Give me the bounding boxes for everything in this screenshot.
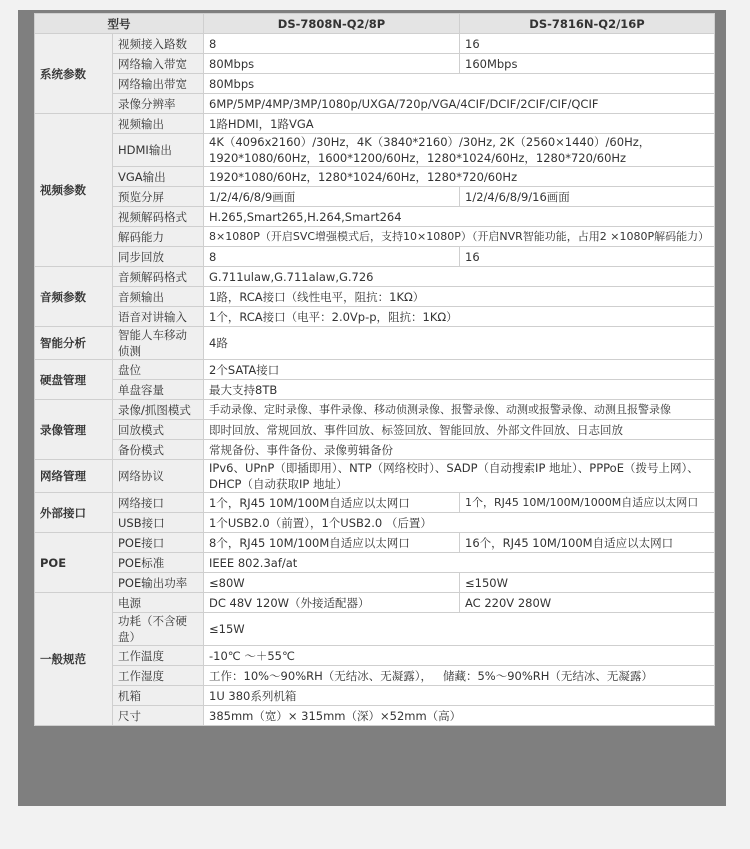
category-disk: 硬盘管理 [35, 360, 113, 400]
table-row [35, 94, 715, 114]
category-general: 一般规范 [35, 593, 113, 726]
value-shared: 8×1080P（开启SVC增强模式后，支持10×1080P）（开启NVR智能功能，占用2 ×1080P解码能力） [204, 227, 715, 247]
value-shared: IEEE 802.3af/at [204, 553, 715, 573]
param-label: 盘位 [113, 360, 204, 380]
table-row [35, 227, 715, 247]
value-shared: G.711ulaw,G.711alaw,G.726 [204, 267, 715, 287]
param-label: 录像分辨率 [113, 94, 204, 114]
param-label: 录像/抓图模式 [113, 400, 204, 420]
category-video: 视频参数 [35, 114, 113, 267]
table-row [35, 573, 715, 593]
param-label: 工作湿度 [113, 666, 204, 686]
param-label: 回放模式 [113, 420, 204, 440]
category-network: 网络管理 [35, 460, 113, 493]
value-shared: 1路，RCA接口（线性电平，阻抗：1KΩ） [204, 287, 715, 307]
table-row [35, 167, 715, 187]
table-row [35, 666, 715, 686]
param-label: 视频解码格式 [113, 207, 204, 227]
value-shared: 即时回放、常规回放、事件回放、标签回放、智能回放、外部文件回放、日志回放 [204, 420, 715, 440]
value-shared: 常规备份、事件备份、录像剪辑备份 [204, 440, 715, 460]
value-shared: 工作：10%～90%RH（无结冰、无凝露）， 储藏：5%～90%RH（无结冰、无凝露） [204, 666, 715, 686]
param-label: USB接口 [113, 513, 204, 533]
table-row [35, 380, 715, 400]
table-row [35, 74, 715, 94]
table-row [35, 34, 715, 54]
table-row [35, 267, 715, 287]
param-label: POE接口 [113, 533, 204, 553]
value-shared: -10℃ ～＋55℃ [204, 646, 715, 666]
value-model-1: 8 [204, 34, 460, 54]
table-row [35, 646, 715, 666]
value-shared: 4路 [204, 327, 715, 360]
value-model-1: 80Mbps [204, 54, 460, 74]
table-row [35, 114, 715, 134]
table-row [35, 207, 715, 227]
value-shared: H.265,Smart265,H.264,Smart264 [204, 207, 715, 227]
param-label: 视频输出 [113, 114, 204, 134]
category-system: 系统参数 [35, 34, 113, 114]
param-label: 预览分屏 [113, 187, 204, 207]
value-shared: 2个SATA接口 [204, 360, 715, 380]
value-model-2: 16 [460, 34, 715, 54]
table-row [35, 440, 715, 460]
table-row [35, 533, 715, 553]
table-row [35, 553, 715, 573]
param-label: 音频解码格式 [113, 267, 204, 287]
value-model-1: ≤80W [204, 573, 460, 593]
table-row [35, 187, 715, 207]
value-shared: 1U 380系列机箱 [204, 686, 715, 706]
value-model-2: 16 [460, 247, 715, 267]
value-shared: 1920*1080/60Hz，1280*1024/60Hz，1280*720/60Hz [204, 167, 715, 187]
value-shared: 1个USB2.0（前置），1个USB2.0 （后置） [204, 513, 715, 533]
param-label: 备份模式 [113, 440, 204, 460]
table-row [35, 420, 715, 440]
param-label: 单盘容量 [113, 380, 204, 400]
table-header-row [35, 14, 715, 34]
param-label: 智能人车移动侦测 [113, 327, 204, 360]
value-shared: 4K（4096x2160）/30Hz，4K（3840*2160）/30Hz, 2K（2560×1440）/60Hz，1920*1080/60Hz，1600*1200/60Hz，1280*1024/60Hz，1280*720/60Hz [204, 134, 715, 167]
value-shared: ≤15W [204, 613, 715, 646]
param-label: POE输出功率 [113, 573, 204, 593]
category-poe: POE [35, 533, 113, 593]
value-model-1: DC 48V 120W（外接适配器） [204, 593, 460, 613]
value-shared: 1个，RCA接口（电平：2.0Vp-p，阻抗：1KΩ） [204, 307, 715, 327]
table-row [35, 706, 715, 726]
table-row [35, 247, 715, 267]
value-shared: 6MP/5MP/4MP/3MP/1080p/UXGA/720p/VGA/4CIF/DCIF/2CIF/CIF/QCIF [204, 94, 715, 114]
value-model-2: 16个，RJ45 10M/100M自适应以太网口 [460, 533, 715, 553]
header-model-2: DS-7816N-Q2/16P [460, 14, 715, 34]
param-label: 网络输入带宽 [113, 54, 204, 74]
spec-table [34, 13, 715, 726]
value-shared: 手动录像、定时录像、事件录像、移动侦测录像、报警录像、动测或报警录像、动测且报警录像 [204, 400, 715, 420]
param-label: 功耗（不含硬盘） [113, 613, 204, 646]
category-recording: 录像管理 [35, 400, 113, 460]
param-label: VGA输出 [113, 167, 204, 187]
param-label: 语音对讲输入 [113, 307, 204, 327]
table-row [35, 307, 715, 327]
value-shared: 385mm（宽）× 315mm（深）×52mm（高） [204, 706, 715, 726]
table-row [35, 134, 715, 167]
param-label: 电源 [113, 593, 204, 613]
table-row [35, 327, 715, 360]
value-model-1: 1/2/4/6/8/9画面 [204, 187, 460, 207]
value-model-2: 1/2/4/6/8/9/16画面 [460, 187, 715, 207]
table-row [35, 493, 715, 513]
header-model: 型号 [35, 14, 204, 34]
param-label: 解码能力 [113, 227, 204, 247]
table-row [35, 686, 715, 706]
value-shared: 1路HDMI，1路VGA [204, 114, 715, 134]
value-model-1: 8个，RJ45 10M/100M自适应以太网口 [204, 533, 460, 553]
param-label: 网络输出带宽 [113, 74, 204, 94]
param-label: 同步回放 [113, 247, 204, 267]
param-label: 网络接口 [113, 493, 204, 513]
table-row [35, 513, 715, 533]
table-row [35, 360, 715, 380]
category-external-ports: 外部接口 [35, 493, 113, 533]
category-smart-analysis: 智能分析 [35, 327, 113, 360]
param-label: POE标准 [113, 553, 204, 573]
table-row [35, 400, 715, 420]
value-model-2: 1个，RJ45 10M/100M/1000M自适应以太网口 [460, 493, 715, 513]
param-label: 尺寸 [113, 706, 204, 726]
table-row [35, 593, 715, 613]
header-model-1: DS-7808N-Q2/8P [204, 14, 460, 34]
param-label: 工作温度 [113, 646, 204, 666]
value-model-1: 8 [204, 247, 460, 267]
value-shared: IPv6、UPnP（即插即用）、NTP（网络校时）、SADP（自动搜索IP 地址）、PPPoE（拨号上网）、DHCP（自动获取IP 地址） [204, 460, 715, 493]
value-model-2: AC 220V 280W [460, 593, 715, 613]
value-shared: 80Mbps [204, 74, 715, 94]
param-label: HDMI输出 [113, 134, 204, 167]
table-row [35, 287, 715, 307]
value-shared: 最大支持8TB [204, 380, 715, 400]
value-model-2: ≤150W [460, 573, 715, 593]
table-row [35, 613, 715, 646]
table-row [35, 54, 715, 74]
param-label: 音频输出 [113, 287, 204, 307]
category-audio: 音频参数 [35, 267, 113, 327]
value-model-1: 1个，RJ45 10M/100M自适应以太网口 [204, 493, 460, 513]
param-label: 机箱 [113, 686, 204, 706]
param-label: 网络协议 [113, 460, 204, 493]
value-model-2: 160Mbps [460, 54, 715, 74]
param-label: 视频接入路数 [113, 34, 204, 54]
table-row [35, 460, 715, 493]
